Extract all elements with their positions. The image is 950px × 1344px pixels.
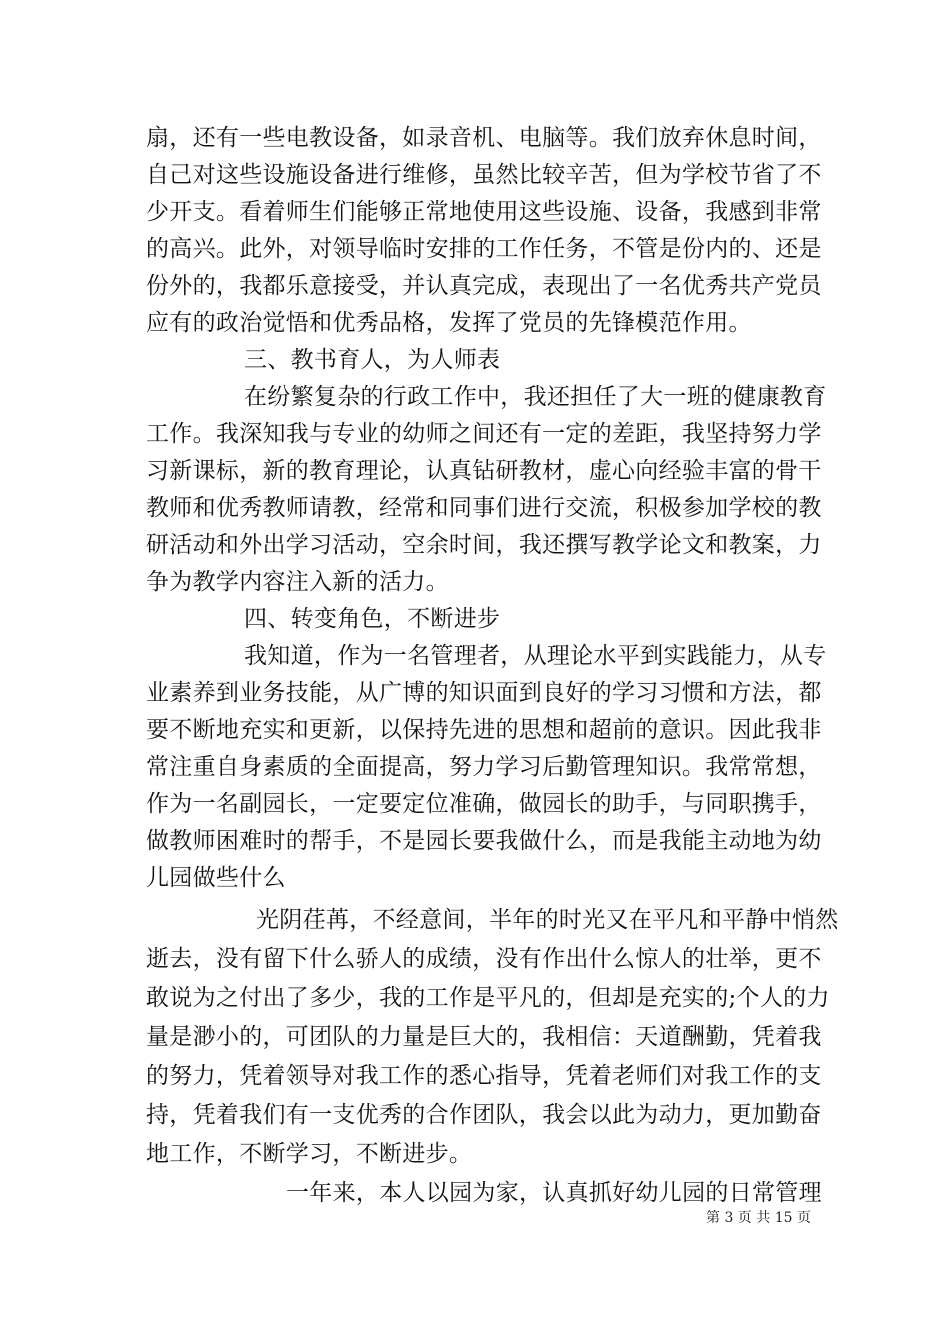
paragraph-start-line: 一年来，本人以园为家，认真抓好幼儿园的日常管理 [286, 1180, 822, 1206]
section-heading: 三、教书育人，为人师表 [244, 347, 501, 373]
body-line: 自己对这些设施设备进行维修，虽然比较辛苦，但为学校节省了不 [146, 162, 822, 188]
body-line: 做教师困难时的帮手，不是园长要我做什么，而是我能主动地为幼 [146, 828, 822, 854]
body-line: 研活动和外出学习活动，空余时间，我还撰写教学论文和教案，力 [146, 532, 822, 558]
body-line: 要不断地充实和更新，以保持先进的思想和超前的意识。因此我非 [146, 717, 822, 743]
body-line: 敢说为之付出了多少，我的工作是平凡的，但却是充实的;个人的力 [146, 985, 830, 1011]
body-line: 持，凭着我们有一支优秀的合作团队，我会以此为动力，更加勤奋 [146, 1102, 822, 1128]
body-line: 地工作，不断学习，不断进步。 [146, 1141, 473, 1167]
paragraph-start-line: 在纷繁复杂的行政工作中，我还担任了大一班的健康教育 [244, 384, 827, 410]
body-line: 儿园做些什么 [146, 865, 286, 891]
body-line: 少开支。看着师生们能够正常地使用这些设施、设备，我感到非常 [146, 199, 822, 225]
body-line: 作为一名副园长，一定要定位准确，做园长的助手，与同职携手， [146, 791, 822, 817]
paragraph-start-line: 我知道，作为一名管理者，从理论水平到实践能力，从专 [244, 643, 827, 669]
body-line: 教师和优秀教师请教，经常和同事们进行交流，积极参加学校的教 [146, 495, 822, 521]
body-line: 习新课标，新的教育理论，认真钻研教材，虚心向经验丰富的骨干 [146, 458, 822, 484]
body-line: 扇，还有一些电教设备，如录音机、电脑等。我们放弃休息时间， [146, 125, 822, 151]
section-heading: 四、转变角色，不断进步 [244, 606, 501, 632]
body-line: 常注重自身素质的全面提高，努力学习后勤管理知识。我常常想， [146, 754, 822, 780]
paragraph-start-line: 光阴荏苒，不经意间，半年的时光又在平凡和平静中悄然 [256, 907, 839, 933]
page-number-footer: 第 3 页 共 15 页 [706, 1210, 811, 1226]
body-line: 工作。我深知我与专业的幼师之间还有一定的差距，我坚持努力学 [146, 421, 822, 447]
body-line: 业素养到业务技能，从广博的知识面到良好的学习习惯和方法，都 [146, 680, 822, 706]
body-line: 份外的，我都乐意接受，并认真完成，表现出了一名优秀共产党员 [146, 273, 822, 299]
body-line: 量是渺小的，可团队的力量是巨大的，我相信：天道酬勤，凭着我 [146, 1024, 822, 1050]
body-line: 逝去，没有留下什么骄人的成绩，没有作出什么惊人的壮举，更不 [146, 946, 822, 972]
body-line: 应有的政治觉悟和优秀品格，发挥了党员的先锋模范作用。 [146, 310, 752, 336]
body-line: 争为教学内容注入新的活力。 [146, 569, 449, 595]
body-line: 的高兴。此外，对领导临时安排的工作任务，不管是份内的、还是 [146, 236, 822, 262]
body-line: 的努力，凭着领导对我工作的悉心指导，凭着老师们对我工作的支 [146, 1063, 822, 1089]
